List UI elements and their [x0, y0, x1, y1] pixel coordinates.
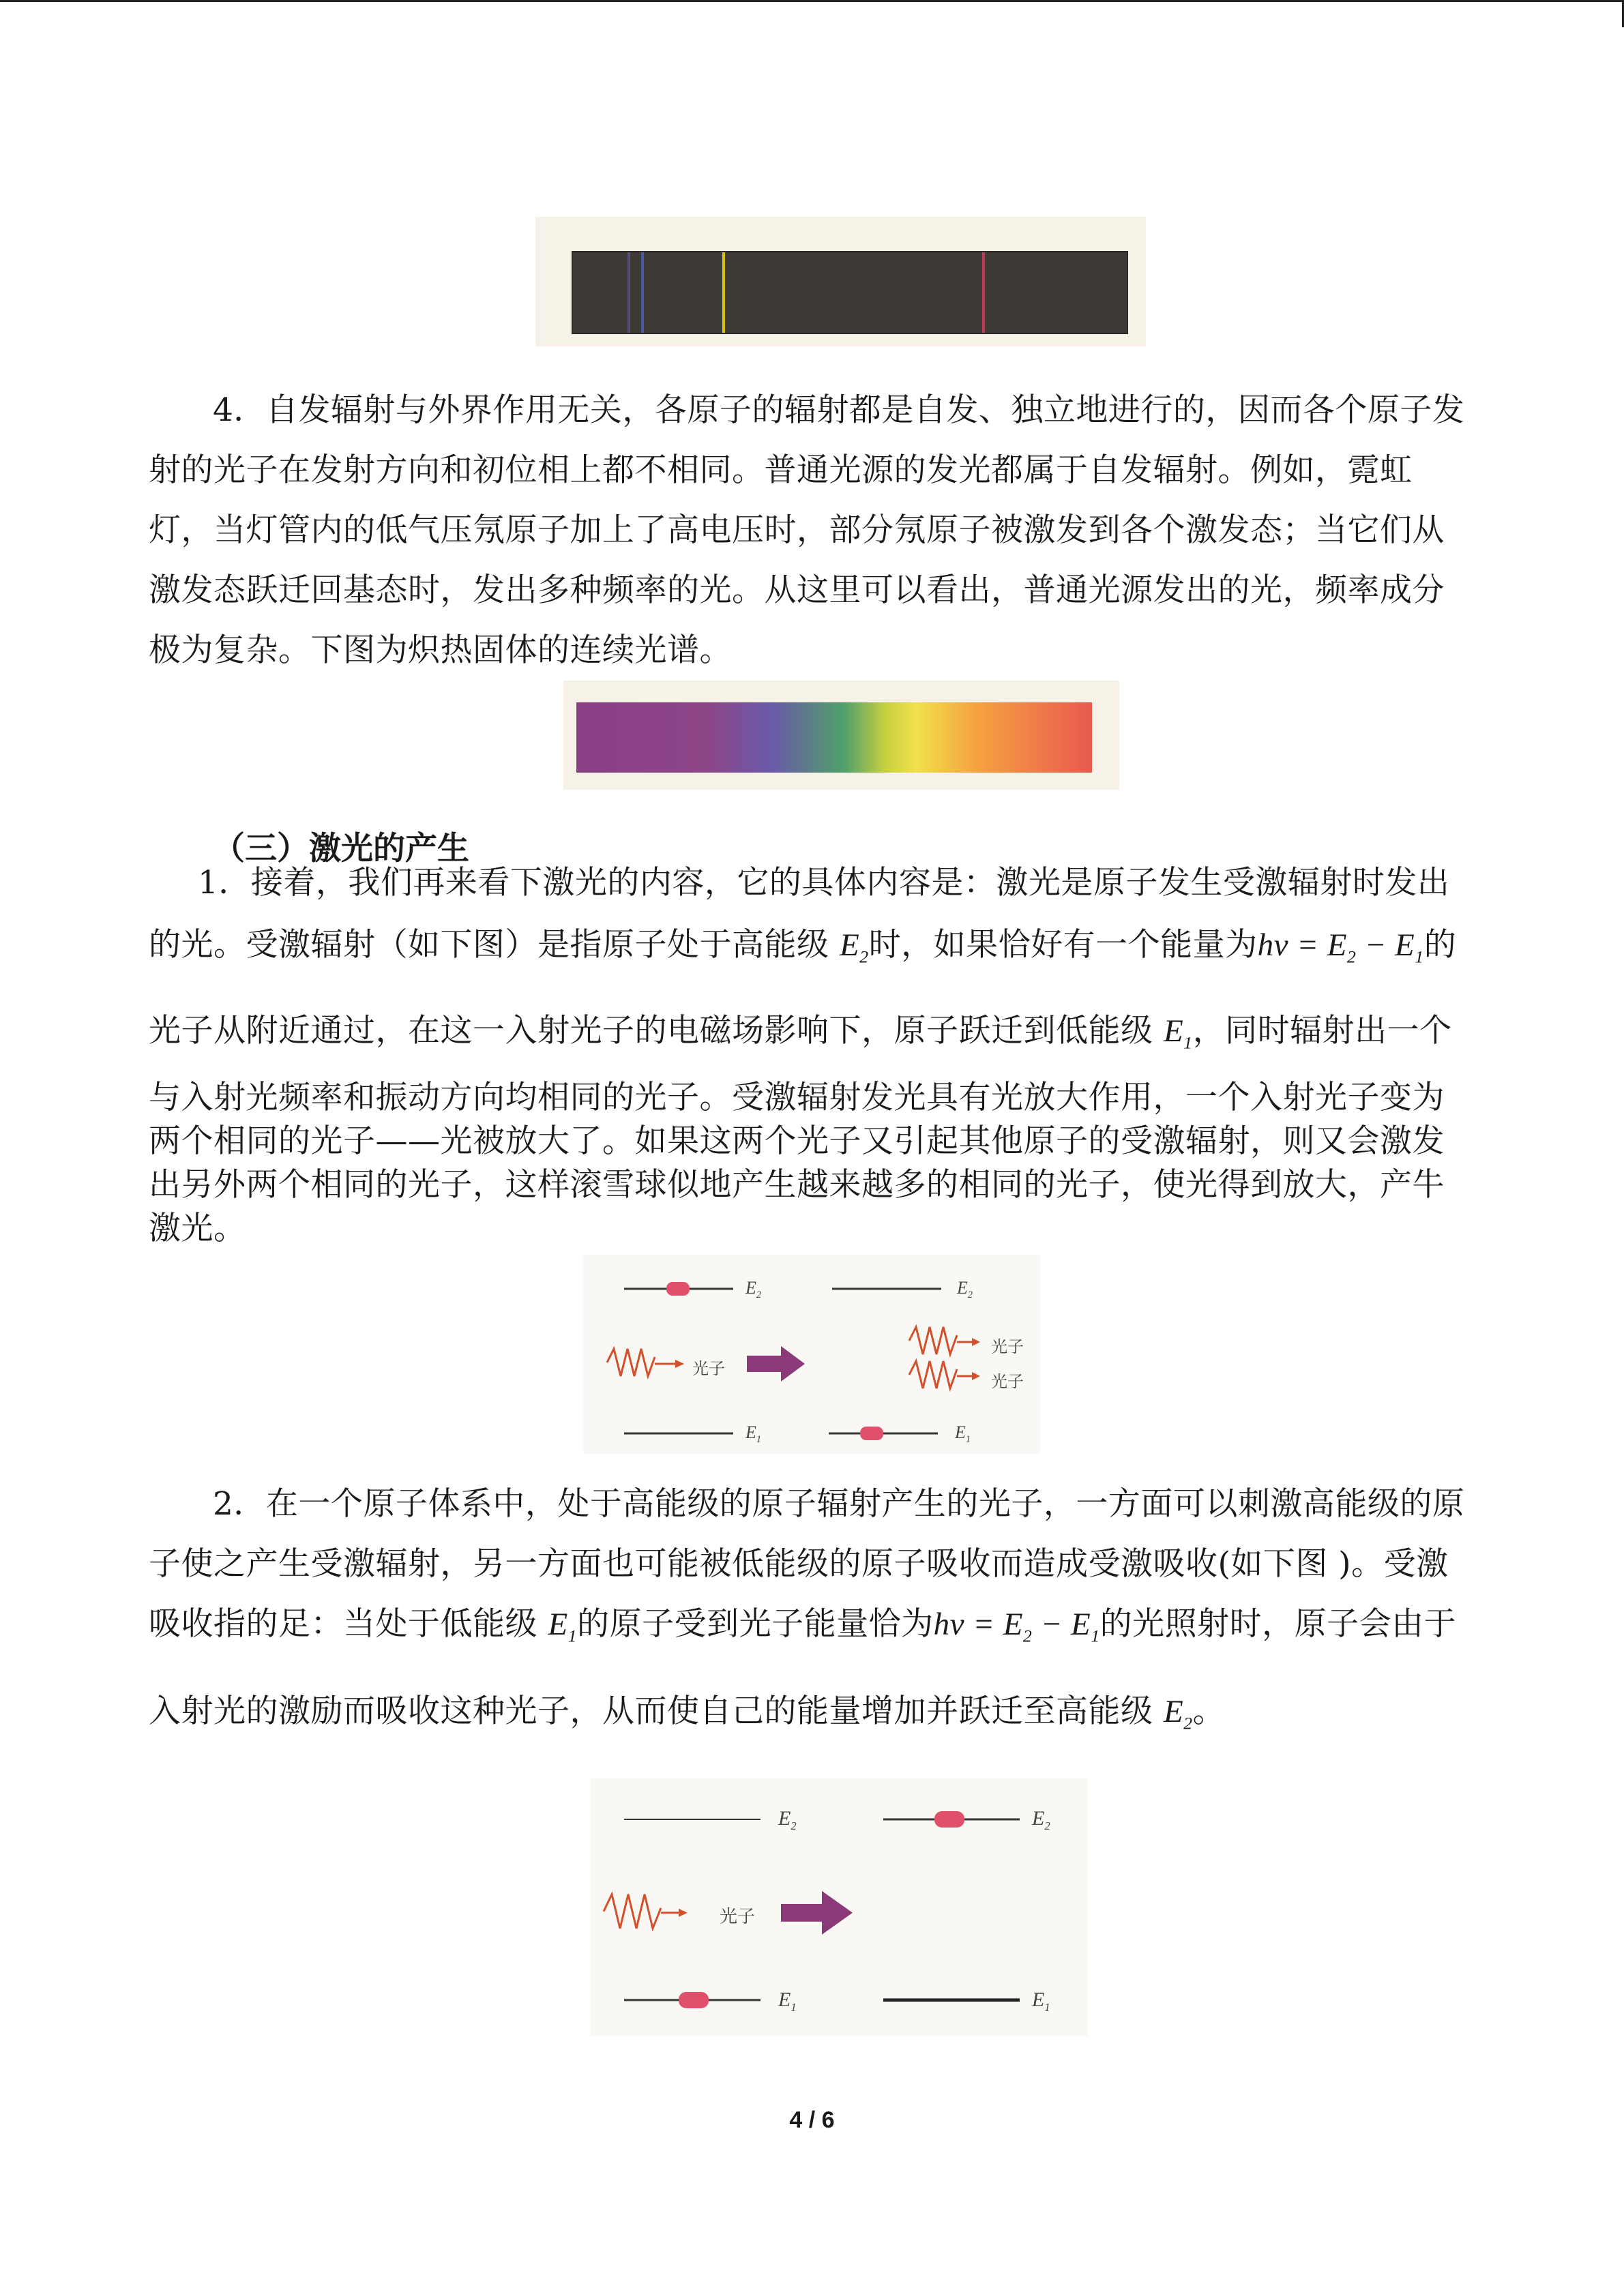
stimulated-emission-figure	[583, 1255, 1040, 1454]
section3-para1-line-5: 两个相同的光子——光被放大了。如果这两个光子又引起其他原子的受激辐射，则又会激发	[149, 1122, 1445, 1160]
label-E2-left: $E_2$	[745, 1278, 762, 1301]
section3-para1-line-6: 出另外两个相同的光子，这样滚雪球似地产生越来越多的相同的光子，使光得到放大，产牛	[149, 1166, 1445, 1204]
math-E1: $E_1$	[548, 1607, 578, 1646]
text-segment: 的	[1423, 926, 1457, 964]
math-E1: $E_1$	[1163, 1013, 1193, 1053]
atom-excited-right	[934, 1811, 964, 1828]
section3-para2-line-1: 2．在一个原子体系中，处于高能级的原子辐射产生的光子，一方面可以刺激高能级的原	[213, 1485, 1465, 1523]
spectral-line-violet	[628, 252, 630, 333]
text-segment: 时，如果恰好有一个能量为	[868, 926, 1258, 964]
math-energy-equation: $h\nu = E_2 - E_1$	[1257, 927, 1424, 967]
section3-para2-line-4	[149, 1695, 1225, 1732]
section3-para2-line-2: 子使之产生受激辐射，另一方面也可能被低能级的原子吸收而造成受激吸收(如下图 )。受激	[149, 1545, 1449, 1583]
outgoing-photon-wave-2	[909, 1361, 957, 1388]
section3-para1-line-4: 与入射光频率和振动方向均相同的光子。受激辐射发光具有光放大作用，一个入射光子变为	[149, 1079, 1445, 1116]
section3-para2-line-3	[149, 1605, 1457, 1646]
label-E1-right: $E_1$	[955, 1422, 971, 1446]
section-heading: （三）激光的产生	[213, 830, 469, 867]
spectral-line-yellow	[722, 252, 725, 333]
incoming-photon-wave	[607, 1349, 655, 1376]
photon-label-incoming: 光子	[692, 1359, 725, 1378]
section3-para1-line-1: 1．接着，我们再来看下激光的内容，它的具体内容是：激光是原子发生受激辐射时发出	[198, 864, 1450, 901]
photon-label-out-1: 光子	[991, 1337, 1024, 1356]
text-segment: 光子从附近通过，在这一入射光子的电磁场影响下，原子跃迁到低能级	[149, 1012, 1164, 1049]
paragraph-4-line-5: 极为复杂。下图为炽热固体的连续光谱。	[149, 631, 732, 669]
process-arrow	[781, 1891, 853, 1935]
outgoing-photon-wave-1	[909, 1327, 957, 1354]
text-segment: 。	[1192, 1693, 1226, 1730]
atom-ground-left	[679, 1992, 709, 2008]
text-segment: 的原子受到光子能量恰为	[577, 1605, 934, 1643]
section3-para1-line-2	[149, 926, 1457, 967]
math-E2: $E_2$	[839, 927, 869, 967]
atom-excited-left	[666, 1282, 690, 1296]
math-E2: $E_2$	[1163, 1694, 1193, 1733]
label-E1-right: $E_1$	[1032, 1988, 1050, 2014]
page-number: 4 / 6	[789, 2107, 835, 2133]
label-E2-left: $E_2$	[778, 1807, 797, 1832]
atom-ground-right	[860, 1427, 883, 1440]
spectral-line-blue	[641, 252, 644, 333]
text-segment: 的光照射时，原子会由于	[1099, 1605, 1457, 1643]
emission-spectrum	[572, 251, 1128, 334]
absorption-figure	[590, 1778, 1088, 2036]
text-segment: 的光。受激辐射（如下图）是指原子处于高能级	[149, 926, 840, 964]
absorption-diagram	[590, 1778, 1088, 2036]
paragraph-4-line-4: 激发态跃迁回基态时，发出多种频率的光。从这里可以看出，普通光源发出的光，频率成分	[149, 571, 1445, 609]
page-top-border	[0, 0, 1624, 2]
incoming-photon-wave	[604, 1894, 661, 1928]
label-E2-right: $E_2$	[1032, 1807, 1050, 1832]
text-segment: ，同时辐射出一个	[1192, 1012, 1452, 1049]
label-E2-right: $E_2$	[957, 1278, 973, 1301]
text-segment: 入射光的激励而吸收这种光子，从而使自己的能量增加并跃迁至高能级	[149, 1693, 1164, 1730]
label-E1-left: $E_1$	[778, 1988, 797, 2014]
label-E1-left: $E_1$	[745, 1422, 762, 1446]
text-segment: 吸收指的足：当处于低能级	[149, 1605, 548, 1643]
math-energy-equation: $h\nu = E_2 - E_1$	[933, 1607, 1100, 1646]
spectral-line-red	[982, 252, 985, 333]
paragraph-4-line-3: 灯，当灯管内的低气压氖原子加上了高电压时，部分氖原子被激发到各个激发态；当它们从	[149, 511, 1445, 549]
process-arrow	[747, 1346, 805, 1382]
section3-para1-line-7: 激光。	[149, 1210, 246, 1247]
photon-label-out-2: 光子	[991, 1372, 1024, 1391]
photon-label: 光子	[720, 1907, 756, 1927]
paragraph-4-line-1: 4．自发辐射与外界作用无关，各原子的辐射都是自发、独立地进行的，因而各个原子发	[213, 391, 1465, 429]
section3-para1-line-3	[149, 1012, 1452, 1053]
continuous-spectrum	[576, 702, 1092, 773]
paragraph-4-line-2: 射的光子在发射方向和初位相上都不相同。普通光源的发光都属于自发辐射。例如，霓虹	[149, 451, 1413, 489]
